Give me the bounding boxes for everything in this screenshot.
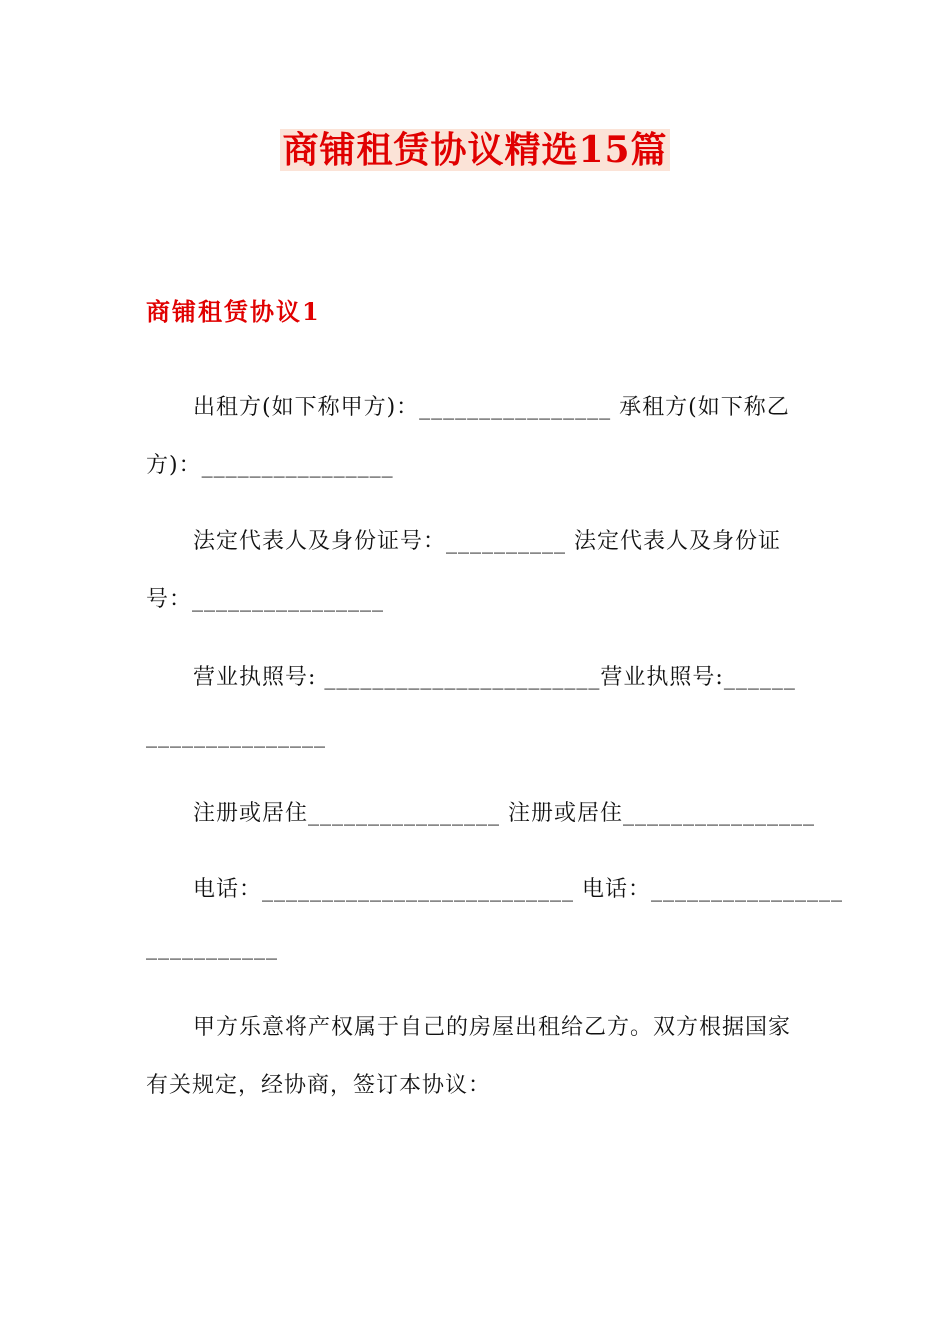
document-title-text: 商铺租赁协议精选15篇 (282, 129, 668, 171)
paragraph-line: 有关规定，经协商，签订本协议： (146, 1073, 492, 1098)
paragraph-line: ___________ (146, 935, 278, 960)
paragraph-line: 法定代表人及身份证号：__________ 法定代表人及身份证 (193, 529, 781, 554)
party-names-paragraph (146, 392, 808, 482)
section-heading: 商铺租赁协议1 (146, 297, 321, 326)
legal-representative-paragraph (146, 526, 808, 616)
paragraph-line: _______________ (146, 723, 326, 748)
paragraph-line: 注册或居住________________ 注册或居住________________ (193, 801, 815, 826)
phone-paragraph (146, 874, 843, 964)
business-license-paragraph (146, 662, 808, 752)
document-title (0, 126, 950, 174)
paragraph-line: 营业执照号: _______________________营业执照号:______ (193, 665, 796, 690)
paragraph-line: 甲方乐意将产权属于自己的房屋出租给乙方。双方根据国家 (193, 1015, 792, 1040)
agreement-intro-paragraph (146, 1012, 808, 1102)
paragraph-line: 电话：__________________________ 电话：________________ (193, 877, 843, 902)
paragraph-line: 号：________________ (146, 587, 385, 612)
paragraph-line: 方)：________________ (146, 453, 394, 478)
paragraph-line: 出租方(如下称甲方)：________________ 承租方(如下称乙 (193, 395, 790, 420)
registered-address-paragraph (146, 798, 815, 830)
